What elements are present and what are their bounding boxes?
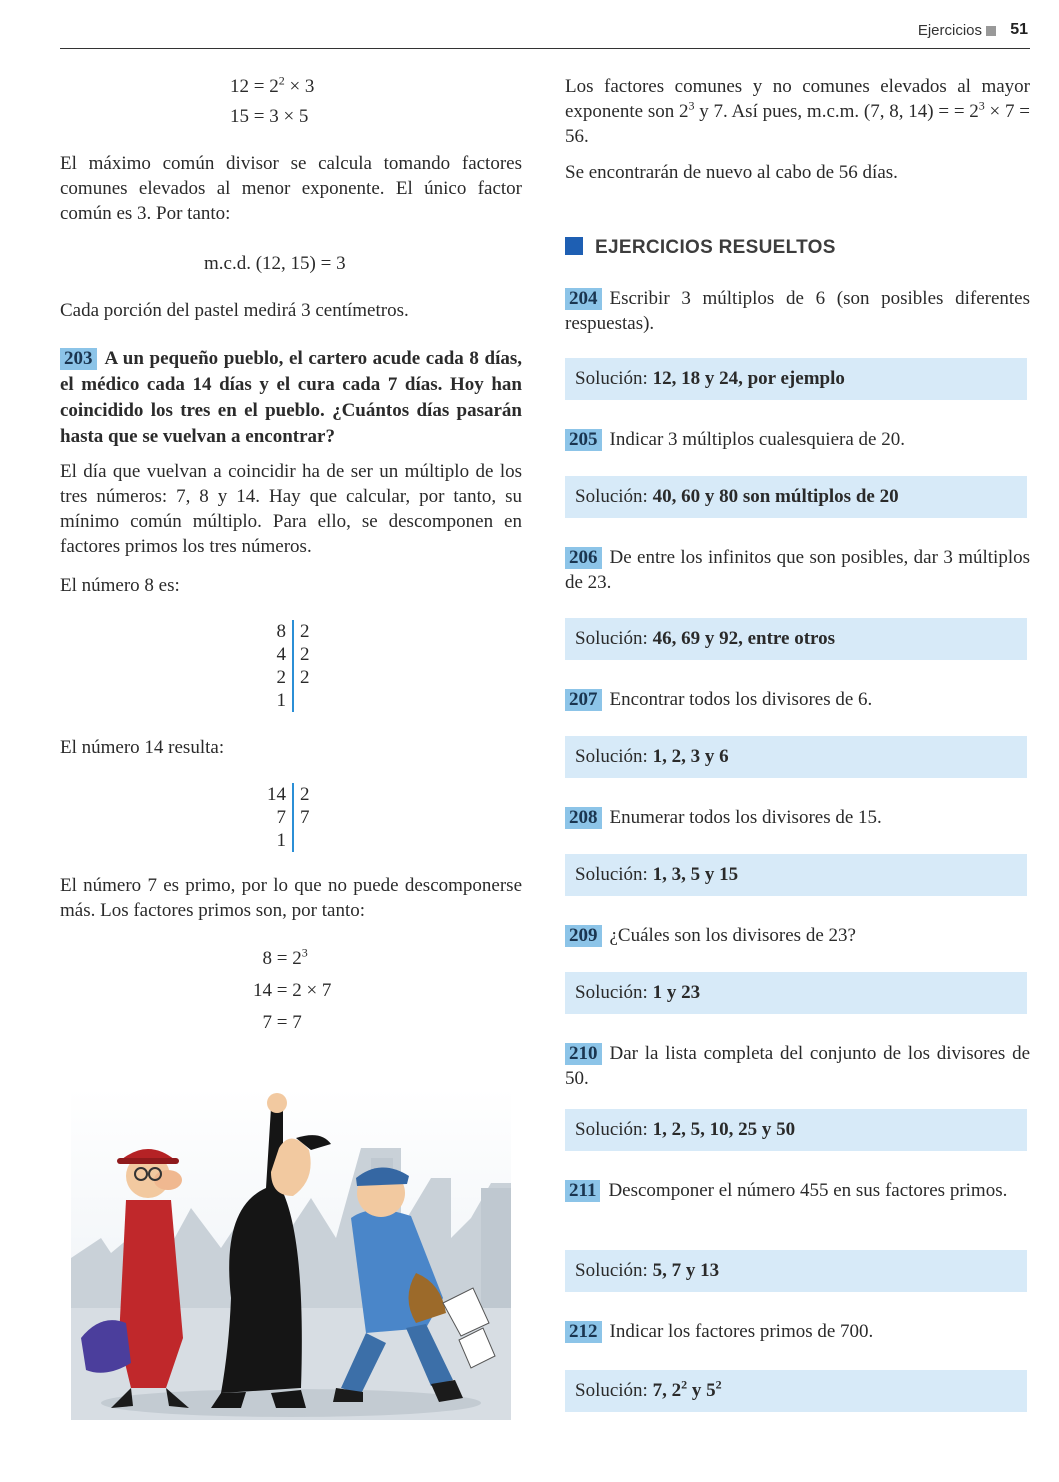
exercise-statement: Enumerar todos los divisores de 15.: [609, 807, 882, 828]
exercise-number-badge: 203: [60, 348, 97, 370]
paragraph-mcm: [565, 74, 1030, 149]
exercise-text: [565, 427, 1030, 452]
solution-box: [565, 854, 1027, 896]
solution-box: [565, 1370, 1027, 1412]
exercise-number-badge: 205: [565, 429, 602, 451]
solution-exp: 2: [681, 1377, 688, 1392]
division-table-8: [260, 620, 330, 712]
section-heading: [565, 237, 836, 259]
divisor: 7: [300, 807, 310, 828]
dividend: 2: [276, 667, 286, 688]
solution-exp: 2: [715, 1377, 722, 1392]
paragraph-number-7: El número 7 es primo, por lo que no puede descomponerse más. Los factores primos son, por tanto:: [60, 875, 522, 921]
mcm-exp: 3: [978, 98, 985, 113]
eq-lhs: 12: [230, 76, 249, 97]
equation-15: [230, 104, 308, 129]
solution-part: y 5: [687, 1380, 716, 1401]
solution-value: 5, 7 y 13: [652, 1260, 720, 1281]
exercise-text: [565, 1178, 1030, 1203]
dividend: 7: [276, 807, 286, 828]
factor-eq-7: [240, 1010, 302, 1035]
exercise-statement: Encontrar todos los divisores de 6.: [609, 689, 873, 710]
divisor: [300, 689, 330, 712]
equation-12: [230, 74, 314, 99]
exercise-text: [565, 286, 1030, 336]
mcm-text: Los factores comunes y no comunes elevados al mayor exponente son 2: [565, 76, 1030, 122]
divisor: 2: [300, 644, 310, 665]
heading-square-icon: [565, 237, 583, 255]
solution-value: 1 y 23: [652, 982, 701, 1003]
divisors-column: [294, 783, 330, 852]
eq-exp: 2: [278, 73, 285, 88]
eq-lhs: 7: [262, 1012, 272, 1033]
exercise-statement: Descomponer el número 455 en sus factores primos.: [608, 1180, 1008, 1201]
exercise-number-badge: 209: [565, 925, 602, 947]
eq-lhs: 8: [262, 948, 272, 969]
page-number: 51: [1010, 21, 1028, 38]
exercise-statement: Indicar 3 múltiplos cualesquiera de 20.: [609, 429, 905, 450]
solution-box: [565, 358, 1027, 400]
mcm-exp: 3: [688, 98, 695, 113]
exercise-205: [565, 427, 1030, 452]
exercise-210: [565, 1041, 1030, 1091]
solution-part: 7, 2: [652, 1380, 682, 1401]
exercise-number-badge: 208: [565, 807, 602, 829]
solution-box: [565, 1250, 1027, 1292]
paragraph-number-14: El número 14 resulta:: [60, 737, 225, 758]
solution-label: Solución:: [575, 628, 648, 649]
exercise-208: [565, 805, 1030, 830]
paragraph-encuentro: Se encontrarán de nuevo al cabo de 56 días.: [565, 162, 898, 183]
exercise-number-badge: 204: [565, 288, 602, 310]
exercise-number-badge: 207: [565, 689, 602, 711]
eq-exp: 3: [301, 945, 308, 960]
question-text: A un pequeño pueblo, el cartero acude cada 8 días, el médico cada 14 días y el cura cada 7 días. Hoy han coincidido los tres en el pueblo. ¿Cuántos días pasarán hasta que se vuelvan a encontrar?: [60, 348, 522, 447]
eq-rhs: = 3 × 5: [253, 106, 309, 127]
solution-label: Solución:: [575, 1380, 648, 1401]
divisors-column: [294, 620, 330, 712]
eq-rhs: = 2: [253, 76, 279, 97]
dividend: 8: [276, 621, 286, 642]
exercise-text: [565, 1041, 1030, 1091]
factor-eq-8: [240, 946, 308, 971]
paragraph-pastel: Cada porción del pastel medirá 3 centímetros.: [60, 300, 409, 321]
solution-value: 1, 3, 5 y 15: [652, 864, 739, 885]
factor-eq-14: [240, 978, 331, 1003]
exercise-209: [565, 923, 1030, 948]
divisor: 2: [300, 667, 310, 688]
exercise-number-badge: 211: [565, 1180, 600, 1202]
solution-box: [565, 972, 1027, 1014]
exercise-211: [565, 1178, 1030, 1203]
page-header: [60, 20, 1030, 49]
header-square-icon: [986, 26, 996, 36]
solution-box: [565, 736, 1027, 778]
divisor: 2: [300, 621, 310, 642]
heading-text: EJERCICIOS RESUELTOS: [595, 237, 836, 258]
solution-label: Solución:: [575, 1119, 648, 1140]
dividend: 14: [267, 784, 286, 805]
division-table-14: [260, 783, 330, 852]
solution-value: 1, 2, 5, 10, 25 y 50: [652, 1119, 796, 1140]
solution-value: 1, 2, 3 y 6: [652, 746, 729, 767]
solution-label: Solución:: [575, 1260, 648, 1281]
dividend: 1: [276, 830, 286, 851]
exercise-212: [565, 1319, 1030, 1344]
solution-label: Solución:: [575, 864, 648, 885]
solution-label: Solución:: [575, 486, 648, 507]
exercise-203-question: [60, 346, 522, 450]
dividend: 4: [276, 644, 286, 665]
divisor: 2: [300, 784, 310, 805]
solution-value: 12, 18 y 24, por ejemplo: [652, 368, 845, 389]
solution-label: Solución:: [575, 746, 648, 767]
exercise-text: [565, 923, 1030, 948]
solution-box: [565, 476, 1027, 518]
eq-rhs: = 2: [276, 948, 302, 969]
divisor: [300, 829, 330, 852]
eq-lhs: 14: [253, 980, 272, 1001]
exercise-207: [565, 687, 1030, 712]
paragraph-203-1: El día que vuelvan a coincidir ha de ser un múltiplo de los tres números: 7, 8 y 14. Hay que calcular, por tanto, su mínimo común múltiplo. Para ello, se descomponen en factores primos los tres números.: [60, 461, 522, 557]
exercise-statement: Indicar los factores primos de 700.: [609, 1321, 874, 1342]
exercise-statement: Escribir 3 múltiplos de 6 (son posibles diferentes respuestas).: [565, 288, 1030, 334]
exercise-number-badge: 210: [565, 1043, 602, 1065]
exercise-statement: De entre los infinitos que son posibles, dar 3 múltiplos de 23.: [565, 547, 1030, 593]
solution-box: [565, 618, 1027, 660]
mcm-text: y 7. Así pues, m.c.m. (7, 8, 14) = = 2: [694, 101, 979, 122]
solution-label: Solución:: [575, 982, 648, 1003]
eq-rest: × 3: [284, 76, 315, 97]
paragraph-mcd: El máximo común divisor se calcula tomando factores comunes elevados al menor exponente. El único factor común es 3. Por tanto:: [60, 153, 522, 224]
exercise-text: [565, 545, 1030, 595]
exercise-203: [60, 346, 522, 450]
exercise-statement: Dar la lista completa del conjunto de los divisores de 50.: [565, 1043, 1030, 1089]
dividends-column: [260, 620, 294, 712]
solution-box: [565, 1109, 1027, 1151]
dividends-column: [260, 783, 294, 852]
mcm-text: × 7 = 56.: [565, 101, 1030, 147]
paragraph-number-8: El número 8 es:: [60, 575, 180, 596]
eq-rhs: = 2 × 7: [276, 980, 332, 1001]
solution-value: 46, 69 y 92, entre otros: [652, 628, 836, 649]
cartoon-svg: [71, 1088, 511, 1420]
cartoon-illustration: [71, 1088, 511, 1420]
exercise-statement: ¿Cuáles son los divisores de 23?: [609, 925, 856, 946]
mcd-equation: m.c.d. (12, 15) = 3: [204, 253, 346, 274]
eq-rhs: = 7: [276, 1012, 302, 1033]
exercise-text: [565, 687, 1030, 712]
exercise-206: [565, 545, 1030, 595]
solution-value: [652, 1377, 722, 1401]
exercise-number-badge: 206: [565, 547, 602, 569]
exercise-number-badge: 212: [565, 1321, 602, 1343]
solution-label: Solución:: [575, 368, 648, 389]
section-title: Ejercicios: [917, 22, 982, 39]
eq-lhs: 15: [230, 106, 249, 127]
exercise-text: [565, 1319, 1030, 1344]
dividend: 1: [276, 690, 286, 711]
exercise-204: [565, 286, 1030, 336]
exercise-text: [565, 805, 1030, 830]
solution-value: 40, 60 y 80 son múltiplos de 20: [652, 486, 899, 507]
